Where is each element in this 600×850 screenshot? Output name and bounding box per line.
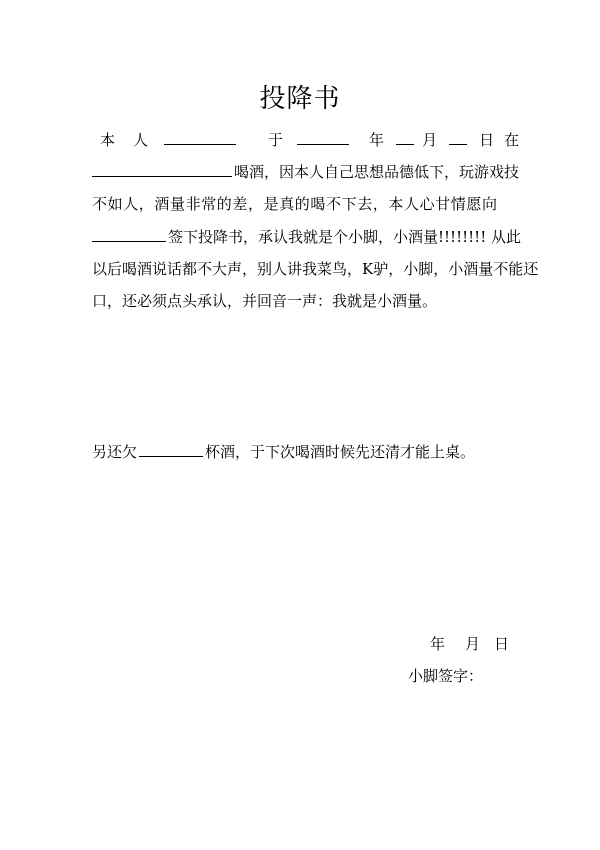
day-blank[interactable] — [449, 129, 467, 145]
row2-text: 喝酒，因本人自己思想品德低下，玩游戏技 — [234, 163, 520, 181]
row5-text: 以后喝酒说话都不大声，别人讲我菜鸟，K驴，小脚，小酒量不能还 — [92, 260, 539, 278]
row3-text: 不如人，酒量非常的差，是真的喝不下去，本人心甘情愿向 — [92, 195, 498, 213]
opponent-blank[interactable] — [92, 226, 166, 242]
signature-line — [408, 664, 483, 688]
signature-date — [430, 632, 509, 656]
name-blank[interactable] — [164, 129, 236, 145]
row6-text: 口，还必须点头承认，并回音一声：我就是小酒量。 — [92, 292, 438, 310]
pledge-line-3 — [92, 192, 522, 216]
row4-text: 签下投降书，承认我就是个小脚，小酒量!!!!!!!! 从此 — [168, 228, 521, 246]
date-ri: 日 — [494, 635, 510, 653]
text-ren: 人 — [133, 131, 149, 149]
debt-prefix: 另还欠 — [92, 443, 138, 461]
location-blank[interactable] — [92, 161, 232, 177]
debt-suffix: 杯酒，于下次喝酒时候先还清才能上桌。 — [205, 443, 476, 461]
pledge-line-1 — [100, 128, 520, 152]
text-yue: 月 — [422, 131, 438, 149]
debt-line — [92, 440, 522, 464]
cups-owed-blank[interactable] — [139, 441, 203, 457]
date-yue: 月 — [465, 635, 481, 653]
pledge-line-5 — [92, 257, 539, 281]
date-nian: 年 — [430, 635, 446, 653]
text-yu: 于 — [268, 131, 284, 149]
text-nian: 年 — [369, 131, 385, 149]
month-blank[interactable] — [396, 129, 414, 145]
pledge-line-4 — [92, 225, 522, 249]
signature-label: 小脚签字： — [408, 667, 484, 685]
pledge-line-6 — [92, 289, 522, 313]
document-title: 投降书 — [259, 84, 341, 114]
date-blank[interactable] — [297, 129, 349, 145]
text-ben: 本 — [100, 131, 116, 149]
text-ri: 日 — [479, 131, 495, 149]
pledge-line-2 — [92, 160, 522, 184]
text-zai: 在 — [504, 131, 520, 149]
